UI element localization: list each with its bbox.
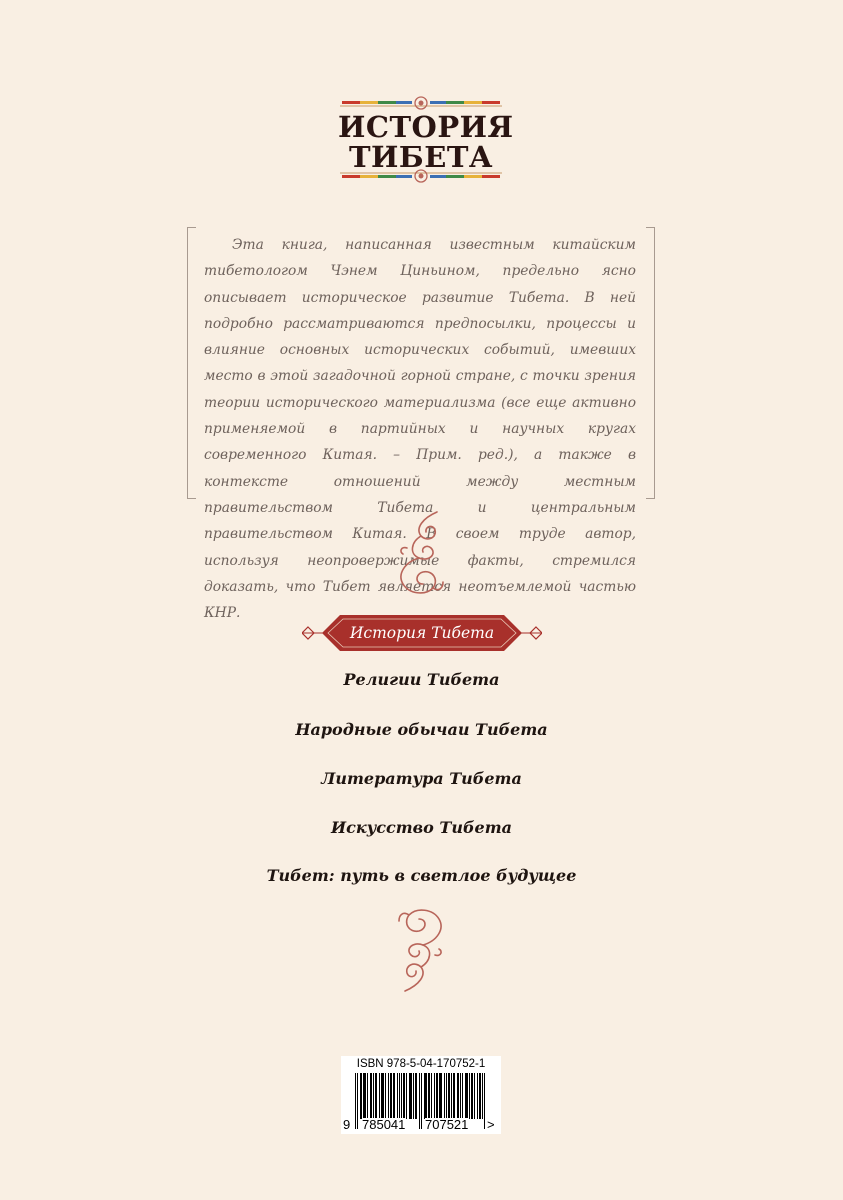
barcode-bar [403, 1073, 404, 1119]
isbn-number: ISBN 978-5-04-170752-1 [356, 1058, 486, 1070]
barcode-bar [415, 1073, 416, 1119]
barcode-bar [467, 1073, 468, 1119]
barcode-bar [379, 1073, 380, 1119]
series-item: Народные обычаи Тибета [295, 720, 548, 739]
barcode-bar [460, 1073, 461, 1119]
barcode-bar [404, 1073, 405, 1119]
barcode-bar [409, 1073, 410, 1119]
book-title-line-2: ТИБЕТА [348, 140, 494, 174]
barcode-bar [365, 1073, 366, 1119]
barcode-bar [357, 1073, 358, 1129]
barcode-bar [413, 1073, 414, 1119]
barcode-bar [371, 1073, 372, 1119]
barcode-bar [355, 1073, 356, 1129]
series-item: Искусство Тибета [331, 818, 512, 837]
barcode-bar [453, 1073, 454, 1119]
barcode-bar [416, 1073, 417, 1119]
barcode-bar [469, 1073, 470, 1119]
barcode-bar [421, 1073, 422, 1129]
barcode-bar [426, 1073, 427, 1119]
barcode-bar [444, 1073, 445, 1119]
barcode-bar [457, 1073, 458, 1119]
current-book-title: История Тибета [349, 624, 495, 642]
barcode-bar [425, 1073, 426, 1119]
barcode-bar [482, 1073, 483, 1119]
barcode-lead-digit: 9 [343, 1117, 351, 1132]
barcode-bar [375, 1073, 376, 1119]
barcode-bar [446, 1073, 447, 1119]
barcode-bar [484, 1073, 485, 1129]
current-book-banner [302, 614, 542, 652]
barcode-bar [471, 1073, 472, 1119]
barcode-bar [370, 1073, 371, 1119]
barcode-bar [381, 1073, 382, 1119]
barcode-bar [383, 1073, 384, 1119]
book-title-line-1: ИСТОРИЯ [338, 110, 514, 144]
barcode-bar [397, 1073, 398, 1119]
barcode-bar [436, 1073, 437, 1119]
barcode-bar [410, 1073, 411, 1119]
barcode-bar [454, 1073, 455, 1119]
barcode-bar [373, 1073, 374, 1119]
barcode-bar [376, 1073, 377, 1119]
barcode-bar [429, 1073, 430, 1119]
barcode-bar [448, 1073, 449, 1119]
barcode-bar [458, 1073, 459, 1119]
barcode-bar [401, 1073, 402, 1119]
barcode-bar [472, 1073, 473, 1119]
cloud-ornament-icon [393, 508, 449, 598]
barcode-bar [428, 1073, 429, 1119]
barcode-bar [441, 1073, 442, 1119]
barcode-digits-right: 707521 [425, 1117, 469, 1132]
barcode-bar [434, 1073, 435, 1119]
barcode-bar [361, 1073, 362, 1119]
barcode-bar [419, 1073, 420, 1129]
barcode-digits-left: 785041 [362, 1117, 406, 1132]
barcode-bar [382, 1073, 383, 1119]
cloud-ornament-icon [393, 905, 449, 995]
barcode-bar [477, 1073, 478, 1119]
barcode-bar [465, 1073, 466, 1119]
series-item: Тибет: путь в светлое будущее [266, 866, 577, 885]
barcode-bar [399, 1073, 400, 1119]
barcode-bar [466, 1073, 467, 1119]
barcode-bar [424, 1073, 425, 1119]
barcode-bar [437, 1073, 438, 1119]
barcode-bar [394, 1073, 395, 1119]
series-item: Религии Тибета [343, 670, 500, 689]
barcode-bar [367, 1073, 368, 1119]
barcode-bar [363, 1073, 364, 1119]
barcode-bar [391, 1073, 392, 1119]
description-box [187, 227, 655, 622]
barcode-bar [431, 1073, 432, 1119]
barcode-bar [388, 1073, 389, 1119]
barcode-bar [474, 1073, 475, 1119]
barcode-bar [364, 1073, 365, 1119]
barcode-bar [393, 1073, 394, 1119]
left-bracket [187, 227, 196, 499]
barcode-end-marker: > [487, 1117, 495, 1132]
series-item: Литература Тибета [321, 769, 522, 788]
barcode-bar [440, 1073, 441, 1119]
book-description: Эта книга, написанная известным китайским тибетологом Чэнем Циньином, предельно ясно описывает историческое развитие Тибета. В ней подробно рассматриваются предпосылки, процессы и влияние основных исторических событий, имевших место в этой загадочной горной стране, с точки зрения теории исторического материализма (все еще активно применяемой в партийных и научных кругах современного Китая. – Прим. ред.), а также в контексте отношений между местным правительством Тибета и центральным правительством Китая. В своем труде автор, используя неопровержимые факты, стремился доказать, что Тибет является неотъемлемой частью КНР. [204, 237, 636, 622]
barcode-bar [390, 1073, 391, 1119]
barcode-bar [385, 1073, 386, 1119]
barcode-bar [451, 1073, 452, 1119]
barcode-bar [406, 1073, 407, 1119]
barcode-bar [462, 1073, 463, 1119]
barcode-bar [449, 1073, 450, 1119]
barcode-bar [479, 1073, 480, 1119]
barcode-bar [360, 1073, 361, 1119]
right-bracket [646, 227, 655, 499]
barcode-bar [480, 1073, 481, 1119]
barcode-bar [439, 1073, 440, 1119]
barcode-bar [411, 1073, 412, 1119]
